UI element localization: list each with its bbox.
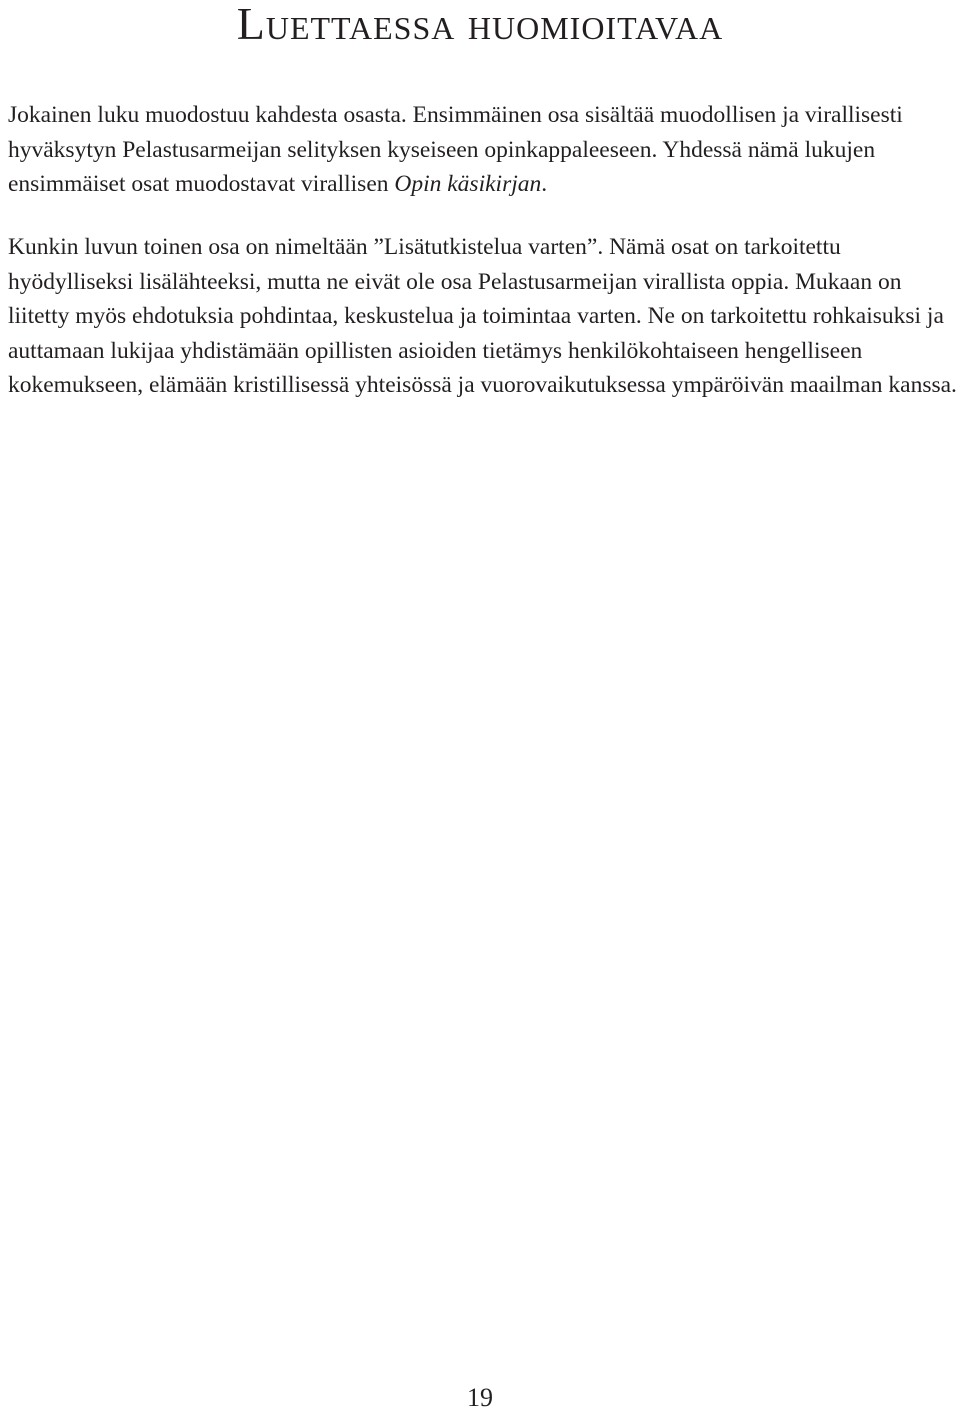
page-title: Luettaessa huomioitavaa bbox=[236, 0, 724, 49]
page-number: 19 bbox=[467, 1383, 493, 1412]
paragraph-intro bbox=[8, 98, 958, 202]
paragraph-further-study: Kunkin luvun toinen osa on nimeltään ”Lisätutkistelua varten”. Nämä osat on tarkoitettu hyödylliseksi lisälähteeksi, mutta ne eivät ole osa Pelastusarmeijan virallista oppia. Mukaan on liitetty myös ehdotuksia pohdintaa, keskustelua ja toimintaa varten. Ne on tarkoitettu rohkaisuksi ja auttamaan lukijaa yhdistämään opillisten asioiden tietämys henkilökohtaiseen hengelliseen kokemukseen, elämään kristillisessä yhteisössä ja vuorovaikutuksessa ympäröivän maailman kanssa. bbox=[8, 234, 957, 398]
book-title-italic: Opin käsikirjan bbox=[394, 171, 542, 197]
paragraph-intro-end: . bbox=[541, 171, 548, 197]
paragraph-intro-text: Jokainen luku muodostuu kahdesta osasta. Ensimmäinen osa sisältää muodollisen ja virallisesti hyväksytyn Pelastusarmeijan selityksen kyseiseen opinkappaleeseen. Yhdessä nämä lukujen ensimmäiset osat muodostavat virallisen bbox=[8, 102, 903, 197]
